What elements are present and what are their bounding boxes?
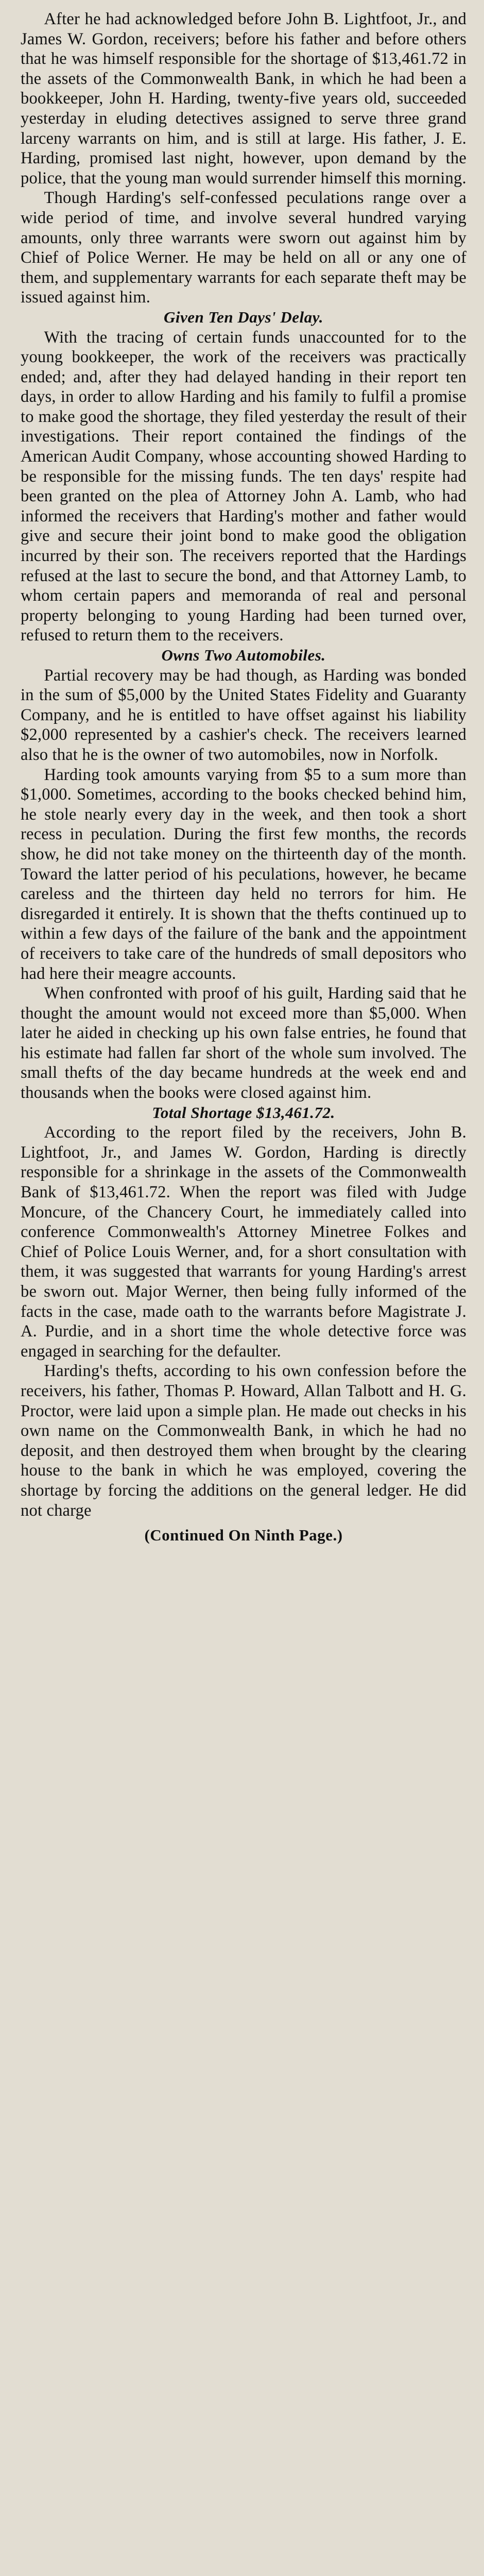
section-subhead: Total Shortage $13,461.72. [152,1103,335,1122]
article-paragraph: According to the report filed by the receivers, John B. Lightfoot, Jr., and James W. Gordon, Harding is directly responsible for a shrinkage in the assets of the Commonwealth Bank of $13,461.72. When the report was filed with Judge Moncure, of the Chancery Court, he immediately called into conference Commonwealth's Attorney Minetree Folkes and Chief of Police Louis Werner, and, for a short consultation with them, it was suggested that warrants for young Harding's arrest be sworn out. Major Werner, then being fully informed of the facts in the case, made oath to the warrants before Magistrate J. A. Purdie, and in a short time the whole detective force was engaged in searching for the defaulter. [21,1123,466,1361]
article-paragraph: Harding's thefts, according to his own confession before the receivers, his father, Thomas P. Howard, Allan Talbott and H. G. Proctor, were laid upon a simple plan. He made out checks in his own name on the Commonwealth Bank, in which he had no deposit, and then destroyed them when brought by the clearing house to the bank in which he was employed, covering the shortage by forcing the additions on the general ledger. He did not charge [21,1362,466,1520]
article-paragraph: Partial recovery may be had though, as Harding was bonded in the sum of $5,000 by the United States Fidelity and Guaranty Company, and he is entitled to have offset against his liability $2,000 represented by a cashier's check. The receivers learned also that he is the owner of two automobiles, now in Norfolk. [21,666,466,764]
continuation-note: (Continued On Ninth Page.) [144,1526,343,1545]
article-paragraph: After he had acknowledged before John B. Lightfoot, Jr., and James W. Gordon, receivers; before his father and before others that he was himself responsible for the shortage of $13,461.72 in the assets of the Commonwealth Bank, in which he had been a bookkeeper, John H. Harding, twenty-five years old, succeeded yesterday in eluding detectives assigned to serve three grand larceny warrants on him, and is still at large. His father, J. E. Harding, promised last night, however, upon demand by the police, that the young man would surrender himself this morning. [21,10,466,188]
article-paragraph: With the tracing of certain funds unaccounted for to the young bookkeeper, the work of the receivers was practically ended; and, after they had delayed handing in their report ten days, in order to allow Harding and his family to fulfil a promise to make good the shortage, they filed yesterday the result of their investigations. Their report contained the findings of the American Audit Company, whose accounting showed Harding to be responsible for the missing funds. The ten days' respite had been granted on the plea of Attorney John A. Lamb, who had informed the receivers that Harding's mother and father would give and secure their joint bond to make good the obligation incurred by their son. The receivers reported that the Hardings refused at the last to secure the bond, and that Attorney Lamb, to whom certain papers and memoranda of real and personal property belonging to young Harding had been turned over, refused to return them to the receivers. [21,328,466,645]
section-subhead: Given Ten Days' Delay. [163,308,324,326]
article-paragraph: When confronted with proof of his guilt, Harding said that he thought the amount would not exceed more than $5,000. When later he aided in checking up his own false entries, he found that his estimate had fallen far short of the whole sum involved. The small thefts of the day became hundreds at the week end and thousands when the books were closed against him. [21,984,466,1103]
article-paragraph: Though Harding's self-confessed peculations range over a wide period of time, and involve several hundred varying amounts, only three warrants were sworn out against him by Chief of Police Werner. He may be held on all or any one of them, and supplementary warrants for each separate theft may be issued against him. [21,189,466,307]
section-subhead: Owns Two Automobiles. [161,646,326,664]
article-paragraph: Harding took amounts varying from $5 to a sum more than $1,000. Sometimes, according to the books checked behind him, he stole nearly every day in the week, and then took a short recess in peculation. During the first few months, the records show, he did not take money on the thirteenth day of the month. Toward the latter period of his peculations, however, he became careless and the thirteen day held no terrors for him. He disregarded it entirely. It is shown that the thefts continued up to within a few days of the failure of the bank and the appointment of receivers to take care of the hundreds of small depositors who had here their meagre accounts. [21,765,466,983]
